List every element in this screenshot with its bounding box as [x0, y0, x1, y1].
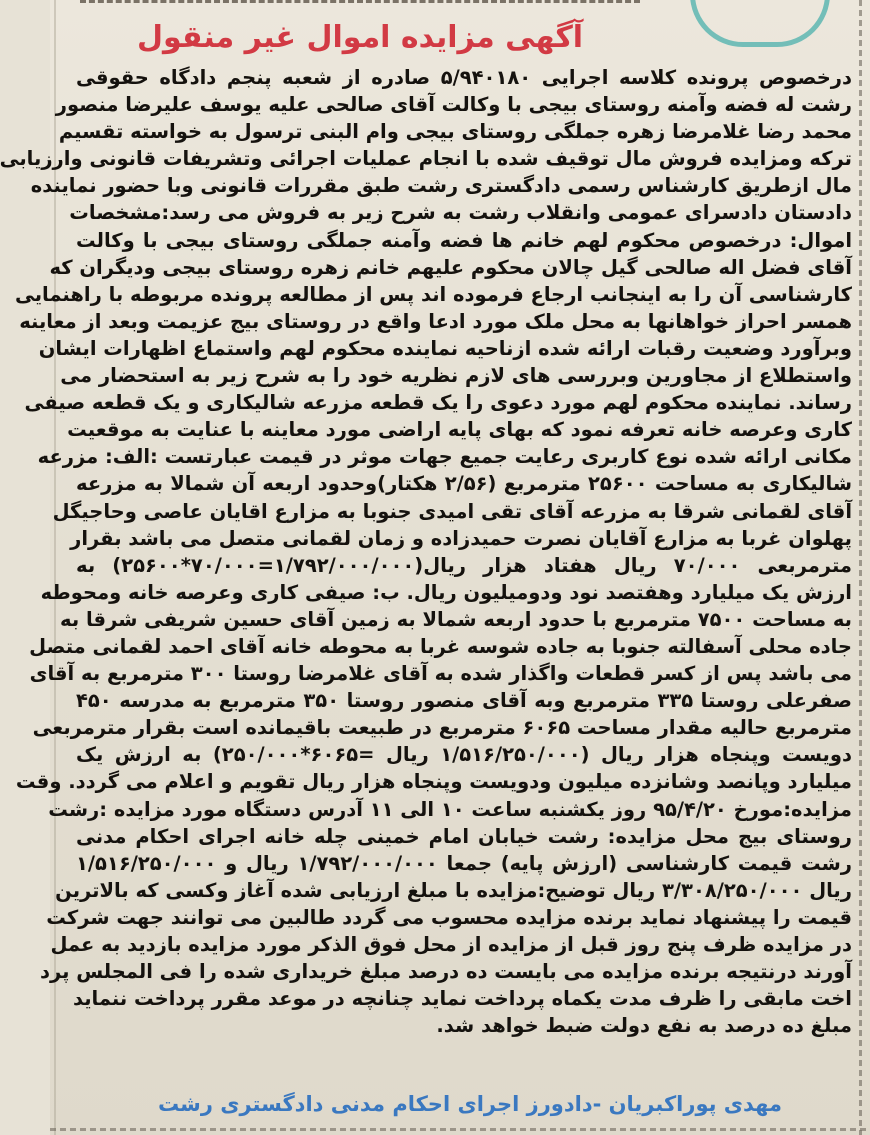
notice-signature: مهدی پوراکبریان -دادورز اجرای احکام مدنی دادگستری رشت — [157, 1092, 783, 1116]
notice-line: واستطلاع از مجاورین وبررسی های لازم نظریه خود را به شرح زیر به استحضار می — [60, 364, 852, 388]
notice-line: قیمت را پیشنهاد نماید برنده مزایده محسوب می گردد طالبین می توانند جهت شرکت — [46, 905, 852, 929]
notice-line: مکانی ارائه شده نوع کاربری رعایت جمیع جهات موثر در قیمت عبارتست :الف: مزرعه — [37, 445, 852, 469]
notice-line: می باشد پس از کسر قطعات واگذار شده به آقای غلامرضا روستا ۳۰۰ مترمربع به آقای — [29, 662, 852, 686]
notice-line: پهلوان غربا به مزارع آقایان نصرت حمیدزاده و زمان لقمانی متصل می باشد بقرار — [70, 526, 852, 550]
notice-line: مترمربع حالیه مقدار مساحت ۶۰۶۵ مترمربع در طبیعت باقیمانده است بقرار مترمربعی — [32, 716, 852, 740]
notice-line: میلیارد وپانصد وشانزده میلیون ودویست وپنجاه هزار ریال تقویم و اعلام می گردد. وقت — [15, 770, 852, 794]
notice-line: در مزایده ظرف پنج روز قبل از مزایده از محل فوق الذکر مورد مزایده بازدید به عمل — [50, 933, 852, 956]
notice-line: ترکه ومزایده فروش مال توقیف شده با انجام عملیات اجرائی وتشریفات قانونی وارزیابی — [0, 147, 852, 171]
notice-line: همسر احراز خواهانها به محل ملک مورد ادعا واقع در روستای بیج عزیمت وبعد از معاینه — [19, 309, 852, 333]
notice-line: دویست وپنجاه هزار ریال (۱/۵۱۶/۲۵۰/۰۰۰ ریال =۶۰۶۵*۲۵۰/۰۰۰) به ارزش یک — [76, 743, 852, 767]
notice-line: مترمربعی ۷۰/۰۰۰ ریال هفتاد هزار ریال(۱/۷۹۲/۰۰۰/۰۰۰=۷۰/۰۰۰*۲۵۶۰۰) به — [76, 553, 852, 577]
notice-line: آورند درنتیجه برنده مزایده می بایست ده درصد مبلغ خریداری شده را فی المجلس پرد — [39, 960, 852, 984]
notice-line: کارشناسی آن را به اینجانب ارجاع فرموده اند پس از مطالعه پرونده مربوطه با راهنمایی — [14, 282, 852, 306]
notice-line: اخت مابقی را ظرف مدت یکماه پرداخت نماید چنانچه در موعد مقرر پرداخت ننماید — [72, 987, 852, 1011]
notice-line: شالیکاری به مساحت ۲۵۶۰۰ مترمربع (۲/۵۶ هکتار)وحدود اربعه آن شمالا به مزرعه — [76, 472, 852, 496]
newspaper-logo-mark — [690, 0, 830, 47]
notice-line: دادستان دادسرای عمومی وانقلاب رشت به شرح زیر به فروش می رسد:مشخصات — [69, 201, 852, 225]
right-border-dashes — [859, 0, 862, 1135]
notice-line: وبرآورد وضعیت رقبات ارائه شده ازناحیه نماینده محکوم لهم واستماع اظهارات ایشان — [38, 336, 852, 360]
notice-line: محمد رضا غلامرضا زهره جملگی روستای بیجی وام البنی ترسول به خواسته تقسیم — [58, 120, 852, 144]
notice-line: صفرعلی روستا ۳۳۵ مترمربع وبه آقای منصور روستا ۳۵۰ مترمربع به مدرسه ۴۵۰ — [76, 689, 852, 713]
notice-line: مبلغ ده درصد به نفع دولت ضبط خواهد شد. — [436, 1014, 852, 1038]
notice-line: رشت له فضه وآمنه روستای بیجی با وکالت آقای صالحی علیه یوسف علیرضا منصور — [55, 93, 852, 117]
notice-line: ریال ۳/۳۰۸/۲۵۰/۰۰۰ ریال توضیح:مزایده با مبلغ ارزیابی شده آغاز وکسی که بالاترین — [55, 878, 852, 902]
notice-line: رشت قیمت کارشناسی (ارزش پایه) جمعا ۱/۷۹۲/۰۰۰/۰۰۰ ریال و ۱/۵۱۶/۲۵۰/۰۰۰ — [76, 851, 852, 875]
notice-line: به مساحت ۷۵۰۰ مترمربع با حدود اربعه شمالا به زمین آقای حسین شریفی شرقا به — [60, 607, 852, 631]
top-border-dashes — [80, 0, 640, 13]
notice-line: آقای فضل اله صالحی گیل چالان محکوم علیهم خانم زهره روستای بیجی ودیگران که — [49, 255, 852, 279]
notice-line: درخصوص پرونده کلاسه اجرایی ۵/۹۴۰۱۸۰ صادره از شعبه پنجم دادگاه حقوقی — [76, 66, 852, 89]
notice-line: رساند. نماینده محکوم لهم مورد دعوی را یک قطعه مزرعه شالیکاری و یک قطعه صیفی — [24, 391, 852, 415]
bottom-border-dashes — [50, 1128, 870, 1131]
notice-line: مال ازطریق کارشناس رسمی دادگستری رشت طبق مقررات قانونی وبا حضور نماینده — [30, 174, 852, 198]
notice-line: اموال: درخصوص محکوم لهم خانم ها فضه وآمنه جملگی روستای بیجی با وکالت — [76, 228, 852, 252]
notice-line: کاری وعرصه خانه تعرفه نمود که بهای پایه اراضی مورد معاینه با عنایت به موقعیت — [67, 418, 852, 442]
notice-title: آگهی مزایده اموال غیر منقول — [136, 20, 584, 55]
notice-line: ارزش یک میلیارد وهفتصد نود ودومیلیون ریال. ب: صیفی کاری وعرصه خانه ومحوطه — [40, 580, 852, 604]
notice-body — [0, 64, 852, 1039]
notice-line: روستای بیج محل مزایده: رشت خیابان امام خمینی چله خانه اجرای احکام مدنی — [76, 824, 852, 848]
notice-line: آقای لقمانی شرقا به مزرعه آقای تقی امیدی جنوبا به مزارع اقایان عاصی وحاجیگل — [52, 499, 852, 523]
notice-line: مزایده:مورخ ۹۵/۴/۲۰ روز یکشنبه ساعت ۱۰ الی ۱۱ آدرس دستگاه مورد مزایده :رشت — [48, 797, 852, 821]
notice-line: جاده محلی آسفالته جنوبا به جاده شوسه غربا به محوطه خانه آقای احمد لقمانی متصل — [29, 634, 852, 658]
